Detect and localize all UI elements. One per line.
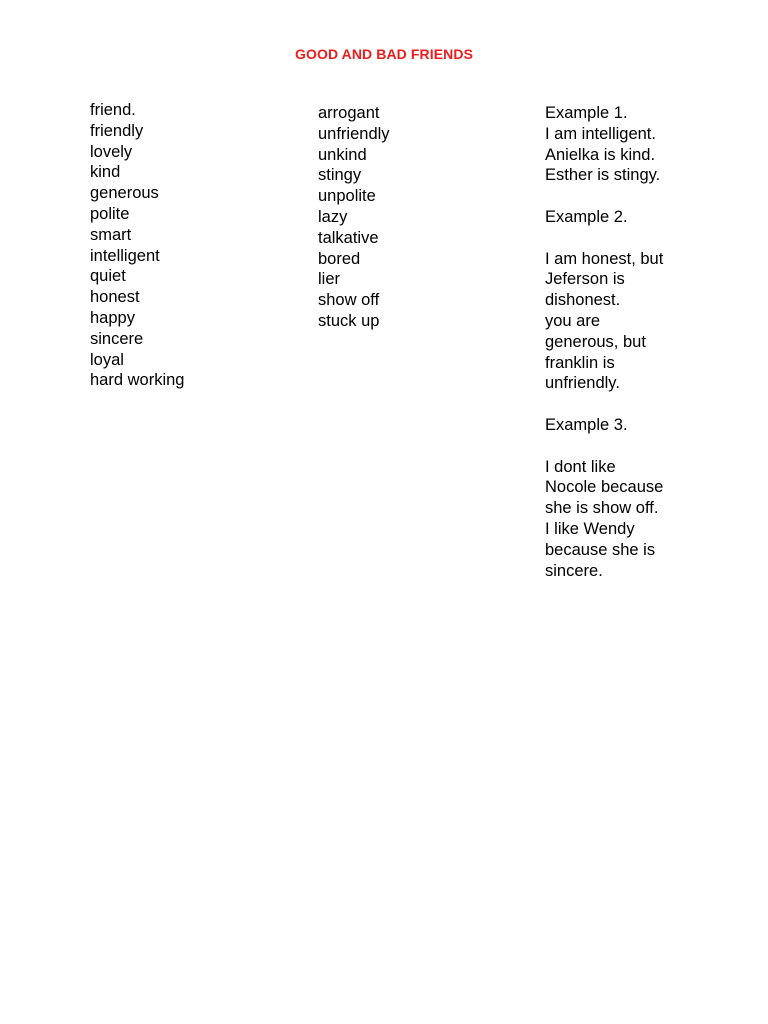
- example-line: Jeferson is: [545, 270, 625, 289]
- example-line: Esther is stingy.: [545, 166, 661, 185]
- blank-line: [545, 186, 663, 207]
- good-word: lovely: [90, 142, 133, 161]
- bad-word: lier: [318, 270, 341, 289]
- good-word: quiet: [90, 267, 126, 286]
- good-word: loyal: [90, 350, 124, 369]
- example-line: franklin is: [545, 353, 615, 372]
- good-word: happy: [90, 308, 135, 327]
- example-line: Example 3.: [545, 415, 628, 434]
- example-line: Anielka is kind.: [545, 145, 656, 164]
- bad-word: stuck up: [318, 311, 380, 330]
- blank-line: [545, 228, 663, 249]
- example-line: she is show off.: [545, 499, 659, 518]
- blank-line: [545, 394, 663, 415]
- example-line: Nocole because: [545, 478, 664, 497]
- example-line: I like Wendy: [545, 519, 635, 538]
- good-word: hard working: [90, 371, 185, 390]
- example-line: unfriendly.: [545, 374, 620, 393]
- good-words-list: [90, 100, 184, 391]
- bad-word: bored: [318, 249, 361, 268]
- examples-list: [545, 103, 663, 581]
- example-line: Example 2.: [545, 207, 628, 226]
- blank-line: [545, 436, 663, 457]
- good-word: honest: [90, 288, 140, 307]
- example-line: generous, but: [545, 332, 646, 351]
- example-line: I am intelligent.: [545, 124, 656, 143]
- bad-word: show off: [318, 291, 380, 310]
- example-line: sincere.: [545, 561, 603, 580]
- good-word: kind: [90, 163, 121, 182]
- bad-word: unpolite: [318, 187, 376, 206]
- good-word: polite: [90, 204, 130, 223]
- bad-word: arrogant: [318, 104, 380, 122]
- good-word: friendly: [90, 121, 144, 140]
- bad-word: unkind: [318, 145, 367, 164]
- example-line: you are: [545, 311, 601, 330]
- example-line: I am honest, but: [545, 249, 664, 268]
- bad-word: talkative: [318, 228, 379, 247]
- example-line: Example 1.: [545, 104, 628, 122]
- example-line: because she is: [545, 540, 656, 559]
- example-line: dishonest.: [545, 291, 621, 310]
- good-word: sincere: [90, 329, 144, 348]
- bad-words-list: [318, 103, 390, 332]
- good-word: generous: [90, 184, 159, 203]
- example-line: I dont like: [545, 457, 616, 476]
- good-word: intelligent: [90, 246, 160, 265]
- bad-word: stingy: [318, 166, 362, 185]
- page-title: GOOD AND BAD FRIENDS: [294, 46, 474, 62]
- good-word: friend.: [90, 101, 136, 119]
- bad-word: unfriendly: [318, 124, 390, 143]
- good-word: smart: [90, 225, 132, 244]
- bad-word: lazy: [318, 207, 348, 226]
